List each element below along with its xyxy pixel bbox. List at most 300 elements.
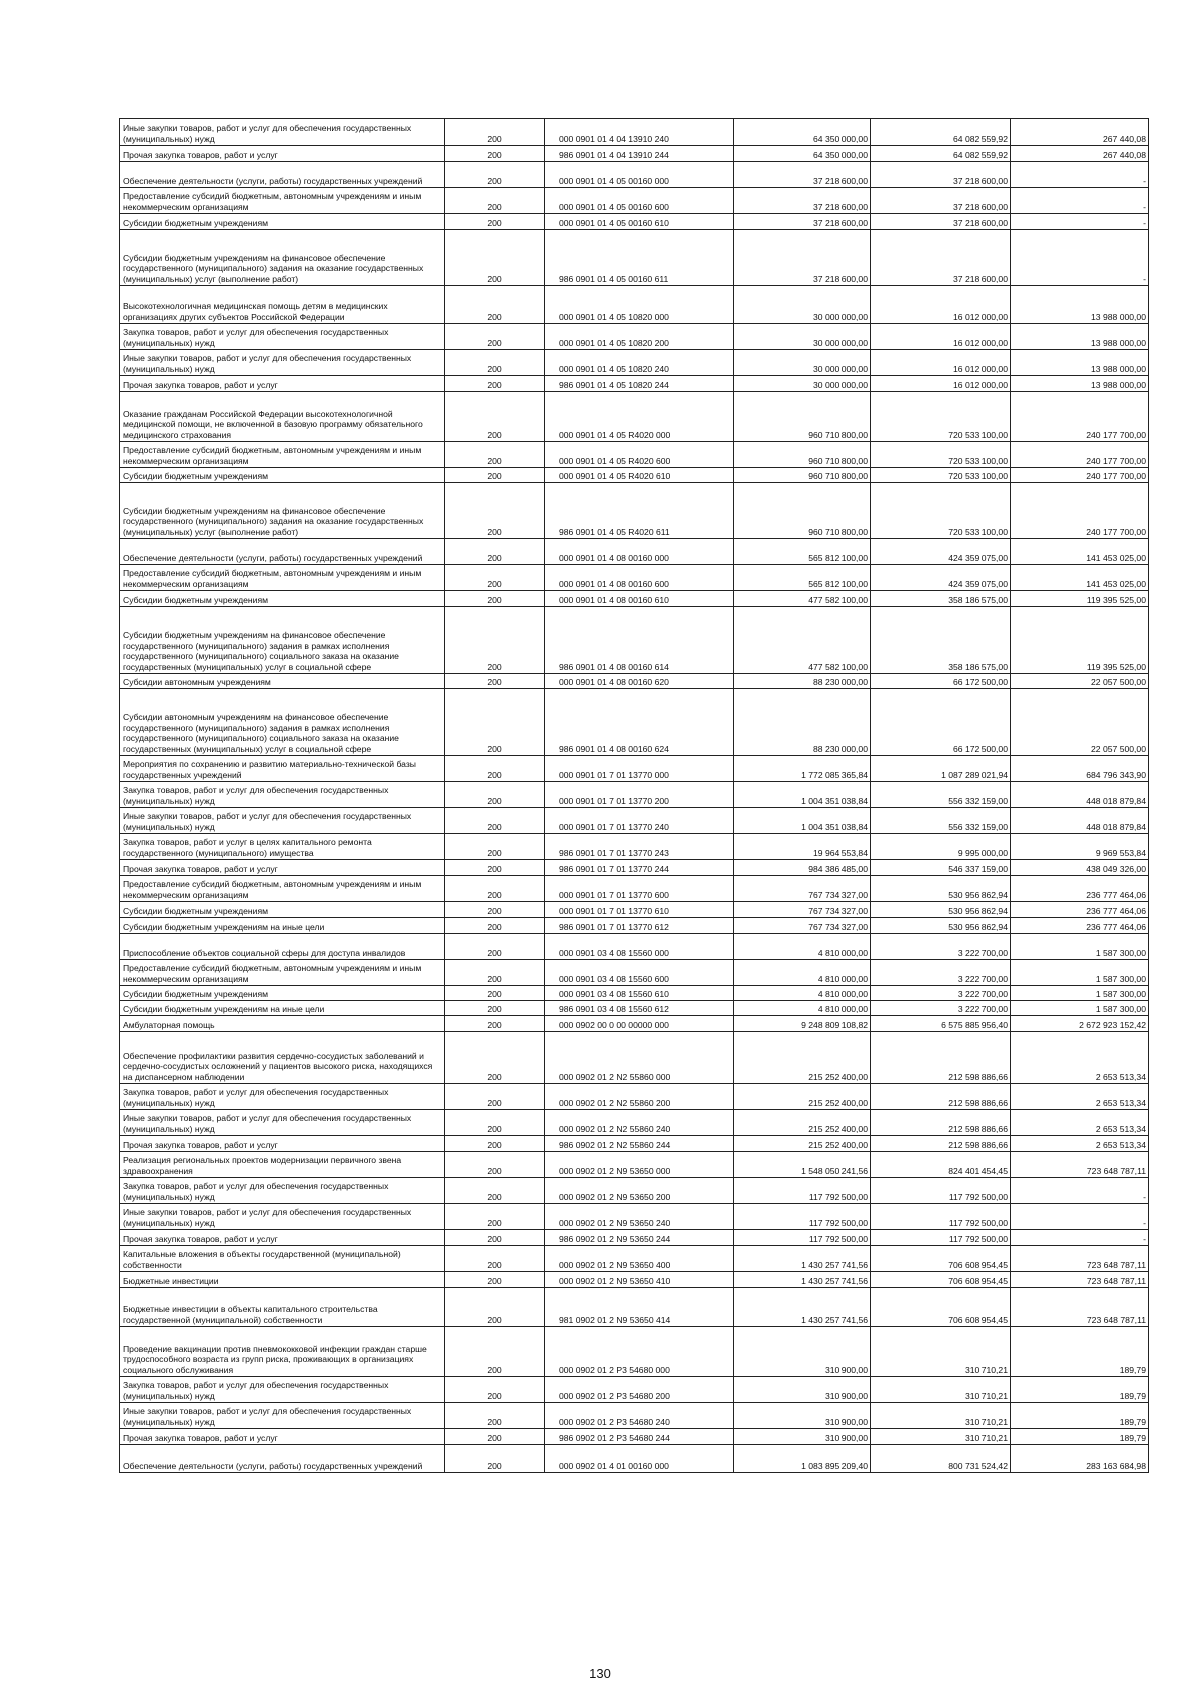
table-row [120,986,1149,1001]
row-approved-amount: 310 900,00 [734,1403,871,1429]
row-budget-code: 000 0902 01 2 P3 54680 200 [545,1377,734,1403]
row-code: 200 [445,1110,545,1136]
row-budget-code: 000 0901 03 4 08 15560 000 [545,934,734,960]
row-code: 200 [445,539,545,565]
row-code: 200 [445,918,545,934]
row-approved-amount: 88 230 000,00 [734,674,871,689]
row-name: Прочая закупка товаров, работ и услуг [120,146,445,162]
row-approved-amount: 4 810 000,00 [734,960,871,986]
row-remaining-amount: 240 177 700,00 [1011,483,1149,539]
row-remaining-amount: - [1011,162,1149,188]
table-row [120,188,1149,214]
row-approved-amount: 37 218 600,00 [734,188,871,214]
row-name: Закупка товаров, работ и услуг для обеспечения государственных (муниципальных) нужд [120,1178,445,1204]
row-remaining-amount: - [1011,214,1149,230]
row-budget-code: 000 0901 01 4 04 13910 240 [545,119,734,146]
row-name: Субсидии бюджетным учреждениям [120,986,445,1001]
row-code: 200 [445,230,545,286]
row-approved-amount: 565 812 100,00 [734,565,871,591]
row-budget-code: 986 0902 01 2 P3 54680 244 [545,1429,734,1445]
row-budget-code: 000 0902 01 2 P3 54680 000 [545,1327,734,1377]
table-row [120,960,1149,986]
table-row [120,1429,1149,1445]
row-approved-amount: 960 710 800,00 [734,468,871,483]
row-name: Бюджетные инвестиции в объекты капитального строительства государственной (муниципальной) собственности [120,1288,445,1327]
row-budget-code: 000 0902 01 4 01 00160 000 [545,1445,734,1473]
table-row [120,1152,1149,1178]
row-remaining-amount: 189,79 [1011,1377,1149,1403]
row-budget-code: 000 0901 03 4 08 15560 600 [545,960,734,986]
row-name: Иные закупки товаров, работ и услуг для обеспечения государственных (муниципальных) нужд [120,808,445,834]
row-remaining-amount: 267 440,08 [1011,119,1149,146]
row-approved-amount: 215 252 400,00 [734,1110,871,1136]
row-remaining-amount: 448 018 879,84 [1011,808,1149,834]
row-code: 200 [445,808,545,834]
row-executed-amount: 546 337 159,00 [871,860,1011,876]
row-code: 200 [445,324,545,350]
row-approved-amount: 984 386 485,00 [734,860,871,876]
row-code: 200 [445,960,545,986]
table-row [120,1246,1149,1272]
row-name: Закупка товаров, работ и услуг в целях капитального ремонта государственного (муниципального) имущества [120,834,445,860]
row-name: Закупка товаров, работ и услуг для обеспечения государственных (муниципальных) нужд [120,1377,445,1403]
row-approved-amount: 88 230 000,00 [734,689,871,756]
row-code: 200 [445,1272,545,1288]
row-budget-code: 000 0901 03 4 08 15560 610 [545,986,734,1001]
row-remaining-amount: 2 653 513,34 [1011,1032,1149,1084]
row-budget-code: 000 0901 01 4 05 10820 000 [545,286,734,324]
row-approved-amount: 477 582 100,00 [734,591,871,607]
row-remaining-amount: 283 163 684,98 [1011,1445,1149,1473]
row-remaining-amount: 723 648 787,11 [1011,1288,1149,1327]
row-budget-code: 000 0901 01 4 05 R4020 610 [545,468,734,483]
table-row [120,1230,1149,1246]
row-remaining-amount: 1 587 300,00 [1011,1001,1149,1016]
row-code: 200 [445,986,545,1001]
row-budget-code: 986 0901 01 4 08 00160 624 [545,689,734,756]
row-code: 200 [445,834,545,860]
row-budget-code: 986 0901 01 7 01 13770 612 [545,918,734,934]
table-row [120,902,1149,918]
row-executed-amount: 720 533 100,00 [871,392,1011,442]
row-executed-amount: 556 332 159,00 [871,782,1011,808]
row-budget-code: 000 0902 01 2 N9 53650 240 [545,1204,734,1230]
row-budget-code: 981 0902 01 2 N9 53650 414 [545,1288,734,1327]
row-budget-code: 000 0901 01 7 01 13770 000 [545,756,734,782]
row-code: 200 [445,607,545,674]
row-remaining-amount: 2 653 513,34 [1011,1136,1149,1152]
row-code: 200 [445,350,545,376]
table-row [120,324,1149,350]
row-name: Субсидии бюджетным учреждениям [120,591,445,607]
row-approved-amount: 767 734 327,00 [734,876,871,902]
row-name: Иные закупки товаров, работ и услуг для обеспечения государственных (муниципальных) нужд [120,119,445,146]
row-executed-amount: 310 710,21 [871,1429,1011,1445]
row-executed-amount: 3 222 700,00 [871,1001,1011,1016]
table-row [120,468,1149,483]
row-code: 200 [445,1016,545,1032]
row-executed-amount: 16 012 000,00 [871,350,1011,376]
row-budget-code: 986 0901 03 4 08 15560 612 [545,1001,734,1016]
row-code: 200 [445,876,545,902]
row-name: Субсидии бюджетным учреждениям [120,468,445,483]
row-approved-amount: 310 900,00 [734,1377,871,1403]
table-row [120,1377,1149,1403]
row-name: Прочая закупка товаров, работ и услуг [120,1429,445,1445]
row-name: Иные закупки товаров, работ и услуг для обеспечения государственных (муниципальных) нужд [120,350,445,376]
row-approved-amount: 1 004 351 038,84 [734,808,871,834]
row-remaining-amount: - [1011,1230,1149,1246]
row-executed-amount: 706 608 954,45 [871,1272,1011,1288]
row-name: Субсидии бюджетным учреждениям на финансовое обеспечение государственного (муниципального) задания в рамках исполнения государственного (муниципального) социального заказа на оказание государственных (муниципальных) услуг в социальной сфере [120,607,445,674]
table-row [120,1136,1149,1152]
row-code: 200 [445,214,545,230]
row-executed-amount: 358 186 575,00 [871,607,1011,674]
row-approved-amount: 117 792 500,00 [734,1204,871,1230]
row-executed-amount: 310 710,21 [871,1377,1011,1403]
row-code: 200 [445,468,545,483]
row-name: Бюджетные инвестиции [120,1272,445,1288]
row-approved-amount: 64 350 000,00 [734,146,871,162]
row-code: 200 [445,689,545,756]
row-remaining-amount: 723 648 787,11 [1011,1152,1149,1178]
row-executed-amount: 6 575 885 956,40 [871,1016,1011,1032]
row-remaining-amount: 240 177 700,00 [1011,468,1149,483]
table-row [120,834,1149,860]
row-approved-amount: 1 430 257 741,56 [734,1288,871,1327]
row-code: 200 [445,442,545,468]
row-budget-code: 000 0901 01 4 05 00160 000 [545,162,734,188]
row-approved-amount: 19 964 553,84 [734,834,871,860]
row-executed-amount: 117 792 500,00 [871,1204,1011,1230]
row-approved-amount: 215 252 400,00 [734,1032,871,1084]
row-code: 200 [445,162,545,188]
row-remaining-amount: 240 177 700,00 [1011,442,1149,468]
row-approved-amount: 4 810 000,00 [734,934,871,960]
row-approved-amount: 30 000 000,00 [734,324,871,350]
row-remaining-amount: - [1011,188,1149,214]
row-executed-amount: 310 710,21 [871,1327,1011,1377]
row-name: Приспособление объектов социальной сферы для доступа инвалидов [120,934,445,960]
row-remaining-amount: 1 587 300,00 [1011,934,1149,960]
row-approved-amount: 1 772 085 365,84 [734,756,871,782]
row-code: 200 [445,1136,545,1152]
row-remaining-amount: - [1011,1178,1149,1204]
table-row [120,808,1149,834]
budget-execution-table [119,118,1149,1473]
row-remaining-amount: 13 988 000,00 [1011,350,1149,376]
row-budget-code: 000 0902 00 0 00 00000 000 [545,1016,734,1032]
row-budget-code: 000 0902 01 2 N9 53650 410 [545,1272,734,1288]
row-executed-amount: 424 359 075,00 [871,565,1011,591]
table-row [120,876,1149,902]
row-remaining-amount: 119 395 525,00 [1011,591,1149,607]
row-name: Мероприятия по сохранению и развитию материально-технической базы государственных учреждений [120,756,445,782]
row-executed-amount: 3 222 700,00 [871,986,1011,1001]
row-remaining-amount: 236 777 464,06 [1011,918,1149,934]
row-executed-amount: 530 956 862,94 [871,876,1011,902]
row-approved-amount: 960 710 800,00 [734,483,871,539]
row-code: 200 [445,1403,545,1429]
row-code: 200 [445,1152,545,1178]
row-code: 200 [445,1288,545,1327]
row-approved-amount: 30 000 000,00 [734,286,871,324]
row-budget-code: 986 0901 01 4 05 R4020 611 [545,483,734,539]
row-executed-amount: 117 792 500,00 [871,1230,1011,1246]
row-remaining-amount: 723 648 787,11 [1011,1272,1149,1288]
row-budget-code: 000 0901 01 4 08 00160 620 [545,674,734,689]
row-approved-amount: 9 248 809 108,82 [734,1016,871,1032]
row-remaining-amount: 448 018 879,84 [1011,782,1149,808]
row-executed-amount: 706 608 954,45 [871,1288,1011,1327]
row-remaining-amount: 2 653 513,34 [1011,1110,1149,1136]
row-name: Предоставление субсидий бюджетным, автономным учреждениям и иным некоммерческим организациям [120,876,445,902]
row-executed-amount: 530 956 862,94 [871,902,1011,918]
row-name: Иные закупки товаров, работ и услуг для обеспечения государственных (муниципальных) нужд [120,1403,445,1429]
row-name: Проведение вакцинации против пневмококковой инфекции граждан старше трудоспособного возраста из групп риска, проживающих в организациях социального обслуживания [120,1327,445,1377]
row-remaining-amount: 267 440,08 [1011,146,1149,162]
row-name: Обеспечение профилактики развития сердечно-сосудистых заболеваний и сердечно-сосудистых осложнений у пациентов высокого риска, находящихся на диспансерном наблюдении [120,1032,445,1084]
table-row [120,565,1149,591]
row-name: Иные закупки товаров, работ и услуг для обеспечения государственных (муниципальных) нужд [120,1204,445,1230]
row-name: Обеспечение деятельности (услуги, работы) государственных учреждений [120,162,445,188]
row-code: 200 [445,902,545,918]
row-code: 200 [445,756,545,782]
row-approved-amount: 215 252 400,00 [734,1136,871,1152]
table-row [120,860,1149,876]
row-name: Обеспечение деятельности (услуги, работы) государственных учреждений [120,1445,445,1473]
row-budget-code: 000 0902 01 2 N2 55860 240 [545,1110,734,1136]
row-remaining-amount: 141 453 025,00 [1011,539,1149,565]
row-remaining-amount: 189,79 [1011,1327,1149,1377]
row-code: 200 [445,934,545,960]
table-row [120,1001,1149,1016]
row-code: 200 [445,483,545,539]
row-code: 200 [445,591,545,607]
table-row [120,1272,1149,1288]
row-approved-amount: 960 710 800,00 [734,442,871,468]
row-remaining-amount: 1 587 300,00 [1011,960,1149,986]
row-remaining-amount: 236 777 464,06 [1011,876,1149,902]
row-budget-code: 000 0901 01 7 01 13770 600 [545,876,734,902]
row-code: 200 [445,1084,545,1110]
row-approved-amount: 960 710 800,00 [734,392,871,442]
row-code: 200 [445,860,545,876]
row-name: Обеспечение деятельности (услуги, работы) государственных учреждений [120,539,445,565]
row-approved-amount: 64 350 000,00 [734,119,871,146]
row-remaining-amount: - [1011,1204,1149,1230]
row-remaining-amount: - [1011,230,1149,286]
table-row [120,483,1149,539]
row-code: 200 [445,1001,545,1016]
table-row [120,1445,1149,1473]
row-executed-amount: 16 012 000,00 [871,324,1011,350]
row-approved-amount: 1 548 050 241,56 [734,1152,871,1178]
table-row [120,119,1149,146]
row-remaining-amount: 236 777 464,06 [1011,902,1149,918]
row-code: 200 [445,1327,545,1377]
row-name: Прочая закупка товаров, работ и услуг [120,860,445,876]
row-approved-amount: 4 810 000,00 [734,986,871,1001]
table-row [120,756,1149,782]
row-name: Закупка товаров, работ и услуг для обеспечения государственных (муниципальных) нужд [120,1084,445,1110]
row-name: Субсидии бюджетным учреждениям на иные цели [120,1001,445,1016]
row-name: Субсидии бюджетным учреждениям [120,214,445,230]
row-approved-amount: 1 083 895 209,40 [734,1445,871,1473]
row-budget-code: 986 0901 01 4 04 13910 244 [545,146,734,162]
row-approved-amount: 30 000 000,00 [734,350,871,376]
row-name: Прочая закупка товаров, работ и услуг [120,1230,445,1246]
row-executed-amount: 9 995 000,00 [871,834,1011,860]
row-name: Субсидии бюджетным учреждениям [120,902,445,918]
row-executed-amount: 824 401 454,45 [871,1152,1011,1178]
row-budget-code: 000 0901 01 4 05 00160 600 [545,188,734,214]
row-remaining-amount: 13 988 000,00 [1011,376,1149,392]
row-name: Прочая закупка товаров, работ и услуг [120,1136,445,1152]
table-row [120,674,1149,689]
row-remaining-amount: 684 796 343,90 [1011,756,1149,782]
row-executed-amount: 64 082 559,92 [871,119,1011,146]
row-remaining-amount: 2 653 513,34 [1011,1084,1149,1110]
row-budget-code: 000 0902 01 2 N2 55860 200 [545,1084,734,1110]
row-name: Прочая закупка товаров, работ и услуг [120,376,445,392]
row-budget-code: 000 0902 01 2 N2 55860 000 [545,1032,734,1084]
row-executed-amount: 424 359 075,00 [871,539,1011,565]
row-approved-amount: 1 430 257 741,56 [734,1246,871,1272]
row-code: 200 [445,674,545,689]
row-approved-amount: 1 430 257 741,56 [734,1272,871,1288]
row-code: 200 [445,286,545,324]
table-row [120,162,1149,188]
row-name: Предоставление субсидий бюджетным, автономным учреждениям и иным некоммерческим организациям [120,442,445,468]
table-row [120,146,1149,162]
row-budget-code: 000 0902 01 2 P3 54680 240 [545,1403,734,1429]
row-executed-amount: 706 608 954,45 [871,1246,1011,1272]
row-approved-amount: 310 900,00 [734,1429,871,1445]
row-executed-amount: 720 533 100,00 [871,468,1011,483]
row-budget-code: 000 0901 01 4 05 10820 200 [545,324,734,350]
row-remaining-amount: 723 648 787,11 [1011,1246,1149,1272]
row-name: Субсидии бюджетным учреждениям на финансовое обеспечение государственного (муниципального) задания на оказание государственных (муниципальных) услуг (выполнение работ) [120,483,445,539]
table-row [120,689,1149,756]
row-approved-amount: 4 810 000,00 [734,1001,871,1016]
table-row [120,392,1149,442]
row-name: Закупка товаров, работ и услуг для обеспечения государственных (муниципальных) нужд [120,324,445,350]
table-row [120,1032,1149,1084]
table-row [120,1204,1149,1230]
row-executed-amount: 530 956 862,94 [871,918,1011,934]
row-budget-code: 986 0901 01 4 05 10820 244 [545,376,734,392]
row-name: Субсидии автономным учреждениям [120,674,445,689]
row-name: Амбулаторная помощь [120,1016,445,1032]
row-approved-amount: 565 812 100,00 [734,539,871,565]
table-row [120,1084,1149,1110]
table-row [120,286,1149,324]
row-executed-amount: 117 792 500,00 [871,1178,1011,1204]
row-remaining-amount: 9 969 553,84 [1011,834,1149,860]
row-executed-amount: 16 012 000,00 [871,376,1011,392]
row-remaining-amount: 13 988 000,00 [1011,286,1149,324]
page-number: 130 [589,1666,611,1681]
row-remaining-amount: 1 587 300,00 [1011,986,1149,1001]
row-budget-code: 000 0901 01 4 05 R4020 000 [545,392,734,442]
row-executed-amount: 212 598 886,66 [871,1136,1011,1152]
row-approved-amount: 477 582 100,00 [734,607,871,674]
table-row [120,591,1149,607]
table-row [120,1288,1149,1327]
row-executed-amount: 3 222 700,00 [871,934,1011,960]
row-budget-code: 986 0901 01 7 01 13770 244 [545,860,734,876]
row-executed-amount: 16 012 000,00 [871,286,1011,324]
row-name: Предоставление субсидий бюджетным, автономным учреждениям и иным некоммерческим организациям [120,188,445,214]
row-approved-amount: 117 792 500,00 [734,1178,871,1204]
row-executed-amount: 212 598 886,66 [871,1084,1011,1110]
table-row [120,230,1149,286]
row-executed-amount: 37 218 600,00 [871,230,1011,286]
row-name: Оказание гражданам Российской Федерации высокотехнологичной медицинской помощи, не включенной в базовую программу обязательного медицинского страхования [120,392,445,442]
row-code: 200 [445,1445,545,1473]
row-remaining-amount: 13 988 000,00 [1011,324,1149,350]
row-approved-amount: 767 734 327,00 [734,902,871,918]
table-row [120,782,1149,808]
table-row [120,376,1149,392]
row-approved-amount: 310 900,00 [734,1327,871,1377]
row-approved-amount: 1 004 351 038,84 [734,782,871,808]
row-budget-code: 000 0901 01 4 08 00160 600 [545,565,734,591]
row-code: 200 [445,782,545,808]
row-remaining-amount: 189,79 [1011,1429,1149,1445]
row-budget-code: 000 0901 01 4 05 10820 240 [545,350,734,376]
row-code: 200 [445,376,545,392]
row-remaining-amount: 2 672 923 152,42 [1011,1016,1149,1032]
row-executed-amount: 310 710,21 [871,1403,1011,1429]
row-name: Капитальные вложения в объекты государственной (муниципальной) собственности [120,1246,445,1272]
row-budget-code: 000 0901 01 7 01 13770 610 [545,902,734,918]
row-executed-amount: 556 332 159,00 [871,808,1011,834]
row-budget-code: 986 0901 01 4 08 00160 614 [545,607,734,674]
table-row [120,350,1149,376]
row-name: Высокотехнологичная медицинская помощь детям в медицинских организациях других субъектов Российской Федерации [120,286,445,324]
row-code: 200 [445,119,545,146]
row-code: 200 [445,1377,545,1403]
table-row [120,1178,1149,1204]
row-remaining-amount: 22 057 500,00 [1011,689,1149,756]
row-executed-amount: 37 218 600,00 [871,188,1011,214]
row-executed-amount: 66 172 500,00 [871,689,1011,756]
row-code: 200 [445,1178,545,1204]
row-executed-amount: 212 598 886,66 [871,1032,1011,1084]
row-executed-amount: 720 533 100,00 [871,442,1011,468]
table-body [120,119,1149,1473]
table-row [120,1403,1149,1429]
row-code: 200 [445,1230,545,1246]
row-remaining-amount: 119 395 525,00 [1011,607,1149,674]
row-approved-amount: 37 218 600,00 [734,214,871,230]
row-executed-amount: 1 087 289 021,94 [871,756,1011,782]
row-name: Субсидии автономным учреждениям на финансовое обеспечение государственного (муниципального) задания в рамках исполнения государственного (муниципального) социального заказа на оказание государственных (муниципальных) услуг в социальной сфере [120,689,445,756]
row-executed-amount: 212 598 886,66 [871,1110,1011,1136]
row-executed-amount: 800 731 524,42 [871,1445,1011,1473]
row-budget-code: 986 0901 01 7 01 13770 243 [545,834,734,860]
table-row [120,1016,1149,1032]
row-code: 200 [445,565,545,591]
row-code: 200 [445,188,545,214]
row-budget-code: 000 0901 01 4 08 00160 000 [545,539,734,565]
row-budget-code: 000 0901 01 4 05 00160 610 [545,214,734,230]
row-code: 200 [445,1204,545,1230]
row-name: Предоставление субсидий бюджетным, автономным учреждениям и иным некоммерческим организациям [120,960,445,986]
row-budget-code: 986 0901 01 4 05 00160 611 [545,230,734,286]
